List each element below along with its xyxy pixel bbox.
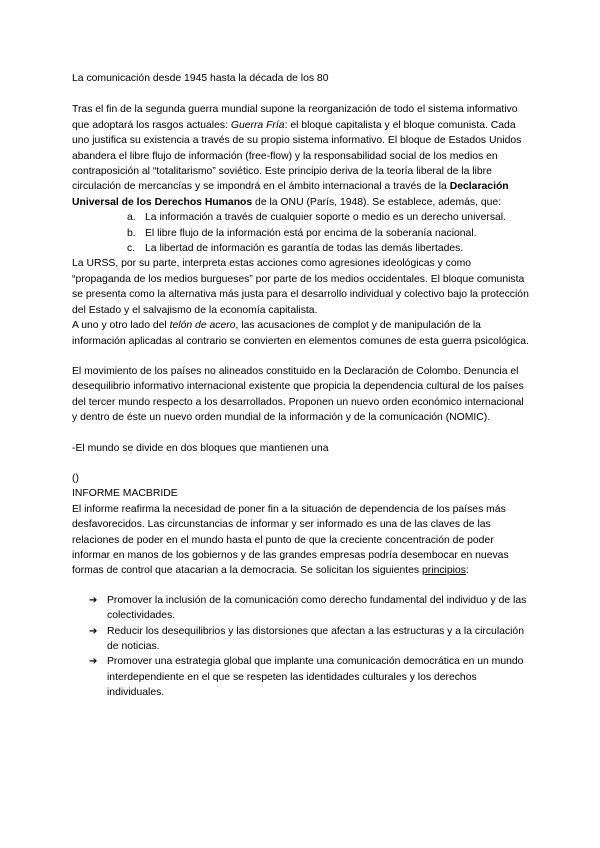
paragraph-no-alineados: El movimiento de los países no alineados constituido en la Declaración de Colombo. Denuncia el desequilibrio informativo internacional existente que propicia la dependencia cultural de los países del tercer mundo respecto a los desarrollados. Proponen un nuevo orden económico internacional y dentro de éste un nuevo orden mundial de la información y de la comunicación (NOMIC). — [72, 365, 524, 424]
principles-list — [72, 210, 530, 256]
arrow-bullet-icon: ➔ — [89, 656, 98, 668]
macbride-principles-list — [72, 593, 530, 701]
paragraph-bloques: -El mundo se divide en dos bloques que mantienen una — [72, 442, 329, 454]
guerra-fria-term: Guerra Fría — [230, 119, 285, 131]
list-item: ➔ Reducir los desequilibrios y las distorsiones que afectan a las estructuras y a la circulación de noticias. — [89, 625, 524, 652]
list-item: ➔ Promover la inclusión de la comunicación como derecho fundamental del individuo y de las colectividades. — [89, 594, 527, 622]
document-title: La comunicación desde 1945 hasta la década de los 80 — [72, 73, 329, 84]
paragraph-informe: El informe reafirma la necesidad de poner fin a la situación de dependencia de los países más desfavorecidos. Las circunstancias de informar y ser informado es una de las claves de las relaciones de poder en el mundo hasta el punto de que la creciente concentración de poder informar en manos de los gobiernos y de las grandes empresas podría desembocar en nuevas formas de control que atacarian a la democracia. Se solicitan los siguientes principios: — [72, 503, 509, 577]
arrow-bullet-icon: ➔ — [89, 625, 98, 637]
list-item: c. La libertad de información es garantía de todas las demás libertades. — [127, 243, 464, 255]
arrow-bullet-icon: ➔ — [89, 594, 98, 606]
list-item: a. La información a través de cualquier soporte o medio es un derecho universal. — [127, 212, 506, 224]
declaracion-term: Declaración Universal de los Derechos Humanos — [72, 181, 509, 208]
paragraph-telon-de-acero: A uno y otro lado del telón de acero, las acusaciones de complot y de manipulación de la información aplicadas al contrario se convierten en elementos comunes de esta guerra psicológica. — [72, 320, 529, 347]
telon-de-acero-term: telón de acero — [169, 320, 236, 332]
list-item: ➔ Promover una estrategia global que implante una comunicación democrática en un mundo interdependiente en el que se respeten las identidades culturales y los derechos individuales. — [89, 656, 524, 699]
section-heading-macbride: INFORME MACBRIDE — [72, 488, 178, 500]
list-item: b. El libre flujo de la información está por encima de la soberanía nacional. — [127, 227, 477, 239]
principios-underlined: principios — [422, 565, 466, 577]
empty-parentheses: () — [72, 472, 79, 484]
paragraph-urss: La URSS, por su parte, interpreta estas acciones como agresiones ideológicas y como “propaganda de los medios burgueses” por parte de los medios occidentales. El bloque comunista se presenta como la alternativa más justa para el desarrollo individual y colectivo bajo la protección del Estado y el salvajismo de la economía capitalista. — [72, 258, 529, 316]
paragraph-guerra-fria: Tras el fin de la segunda guerra mundial supone la reorganización de todo el sistema informativo que adoptará los rasgos actuales: Guerra Fría: el bloque capitalista y el bloque comunista. Cada uno justifica su existencia a través de su propio sistema informativo. El bloque de Estados Unidos abandera el libre flujo de información (free-flow) y la responsabilidad social de los medios en contraposición al “totalitarismo” soviético. Este principio deriva de la teoría liberal de la libre circulación de mercancías y se impondrá en el ámbito internacional a través de la Declaración Universal de los Derechos Humanos de la ONU (París, 1948). Se establece, además, que: — [72, 104, 522, 208]
